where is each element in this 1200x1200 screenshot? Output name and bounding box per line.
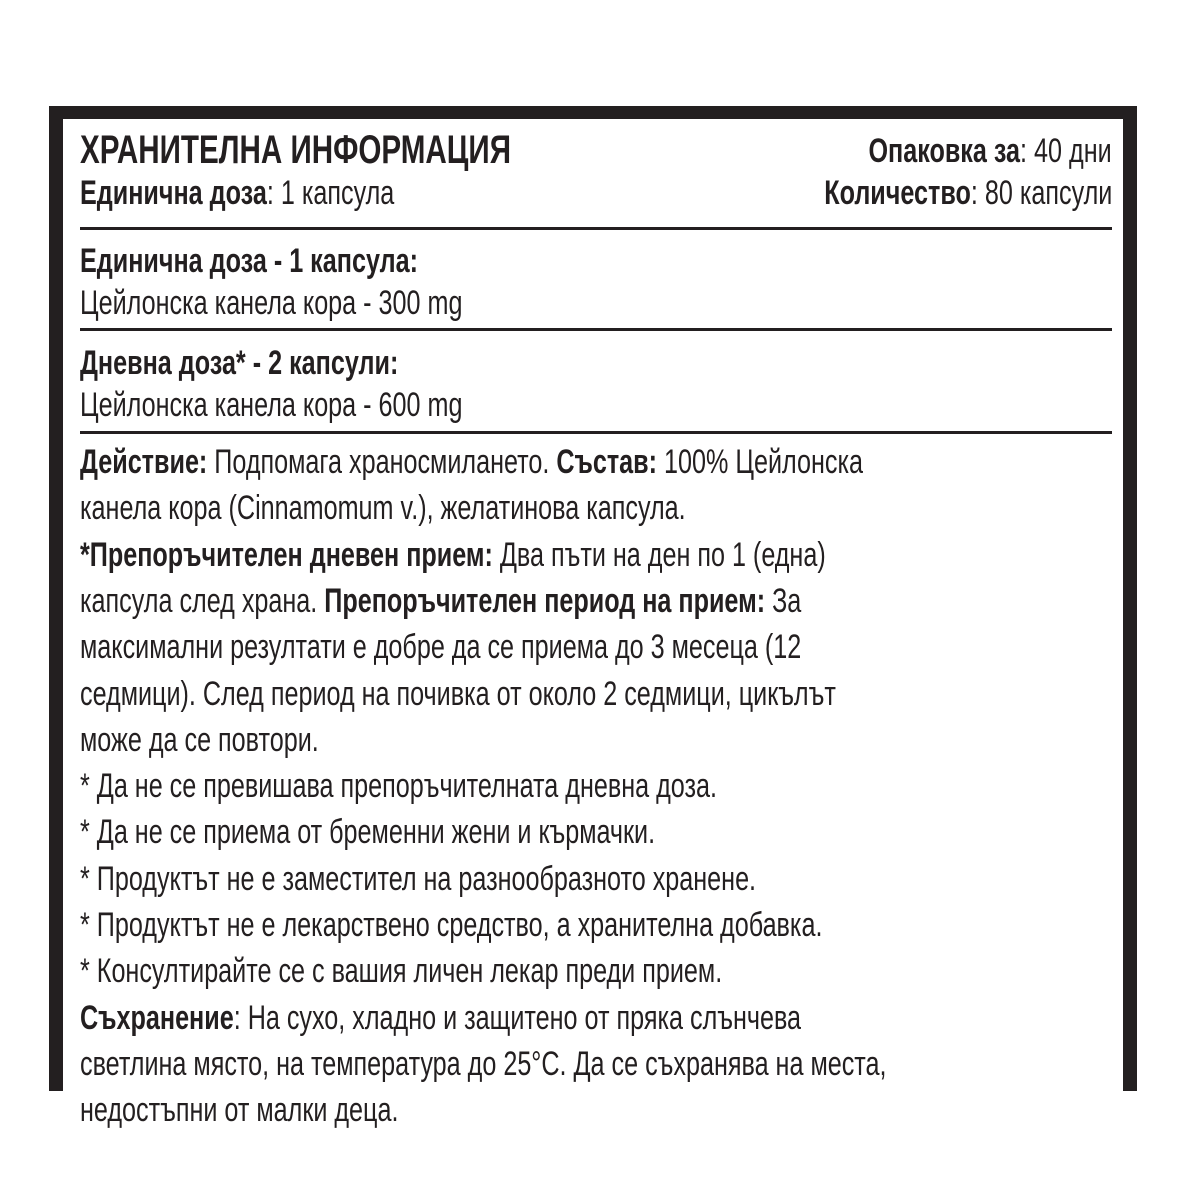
details-line-text	[80, 813, 655, 852]
details-text: : На сухо, хладно и защитено от пряка слънчева	[233, 998, 802, 1037]
details-text: Два пъти на ден по 1 (една)	[492, 535, 826, 574]
unit-dose-info	[80, 174, 394, 213]
details-line-text	[80, 952, 722, 991]
details-bold-label: Състав:	[556, 443, 658, 481]
unit-dose-value: : 1 капсула	[266, 174, 395, 212]
package-label: Опаковка за	[868, 132, 1021, 170]
details-line	[80, 1045, 1112, 1085]
details-text: * Да не се приема от бременни жени и кърмачки.	[80, 813, 656, 852]
details-line	[80, 906, 1112, 946]
details-line-text	[80, 906, 822, 945]
details-line-text	[80, 767, 717, 806]
daily-dose-heading: Дневна доза* - 2 капсули:	[80, 344, 399, 382]
unit-dose-label: Единична доза	[80, 174, 267, 212]
details-text: * Консултирайте се с вашия личен лекар преди прием.	[80, 952, 723, 991]
title-row	[80, 128, 1112, 178]
details-line-text	[80, 675, 836, 714]
details-text: * Да не се превишава препоръчителната дневна доза.	[80, 767, 717, 806]
details-line	[80, 675, 1112, 715]
details-line	[80, 767, 1112, 807]
unit-dose-ingredient: Цейлонска канела кора - 300 mg	[80, 284, 463, 322]
details-text: канела кора (Cinnamomum v.), желатинова капсула.	[80, 489, 686, 528]
divider	[80, 227, 1112, 230]
details-line-text	[80, 628, 801, 667]
daily-dose-ingredient: Цейлонска канела кора - 600 mg	[80, 386, 463, 424]
details-text: светлина място, на температура до 25°C. Да се съхранява на места,	[80, 1044, 887, 1083]
details-text: Подпомага храносмилането.	[207, 443, 557, 481]
details-line-text	[80, 999, 801, 1038]
subtitle-row	[80, 174, 1112, 214]
details-line	[80, 443, 1112, 483]
details-bold-label: *Препоръчителен дневен прием:	[80, 535, 493, 574]
details-text: недостъпни от малки деца.	[80, 1091, 399, 1130]
details-text: 100% Цейлонска	[657, 443, 864, 481]
details-line	[80, 1091, 1112, 1131]
details-text: * Продуктът не е лекарствено средство, а хранителна добавка.	[80, 906, 823, 944]
details-line-text	[80, 443, 863, 482]
package-value: : 40 дни	[1020, 132, 1112, 170]
details-text: максимални резултати е добре да се приема до 3 месеца (12	[80, 628, 802, 667]
details-line	[80, 721, 1112, 761]
quantity-value: : 80 капсули	[970, 174, 1112, 212]
details-line	[80, 489, 1112, 529]
unit-dose-heading-row	[80, 242, 1112, 282]
package-info	[869, 132, 1112, 171]
details-line-text	[80, 860, 756, 899]
details-line-text	[80, 582, 801, 621]
details-line-text	[80, 721, 319, 760]
details-line-text	[80, 1045, 887, 1084]
details-bold-label: Съхранение	[80, 998, 234, 1037]
quantity-info	[824, 174, 1112, 213]
details-text: може да се повтори.	[80, 720, 319, 759]
details-text: капсула след храна.	[80, 581, 325, 620]
details-bold-label: Препоръчителен период на прием:	[324, 581, 766, 620]
details-line	[80, 999, 1112, 1039]
details-line	[80, 952, 1112, 992]
quantity-label: Количество	[823, 174, 971, 212]
unit-dose-heading: Единична доза - 1 капсула:	[80, 242, 418, 280]
daily-dose-line-row	[80, 386, 1112, 426]
divider	[80, 328, 1112, 331]
details-text: За	[765, 581, 802, 620]
divider	[80, 431, 1112, 434]
details-line	[80, 813, 1112, 853]
details-line	[80, 628, 1112, 668]
details-line	[80, 582, 1112, 622]
details-line-text	[80, 1091, 398, 1130]
details-bold-label: Действие:	[80, 443, 208, 481]
page-title: ХРАНИТЕЛНА ИНФОРМАЦИЯ	[80, 128, 511, 172]
details-line	[80, 860, 1112, 900]
details-text: седмици). След период на почивка от около 2 седмици, цикълът	[80, 674, 836, 713]
daily-dose-heading-row	[80, 344, 1112, 384]
unit-dose-line-row	[80, 284, 1112, 324]
details-line-text	[80, 489, 686, 528]
details-line-text	[80, 536, 826, 575]
details-text: * Продуктът не е заместител на разнообразното хранене.	[80, 859, 757, 898]
details-line	[80, 536, 1112, 576]
